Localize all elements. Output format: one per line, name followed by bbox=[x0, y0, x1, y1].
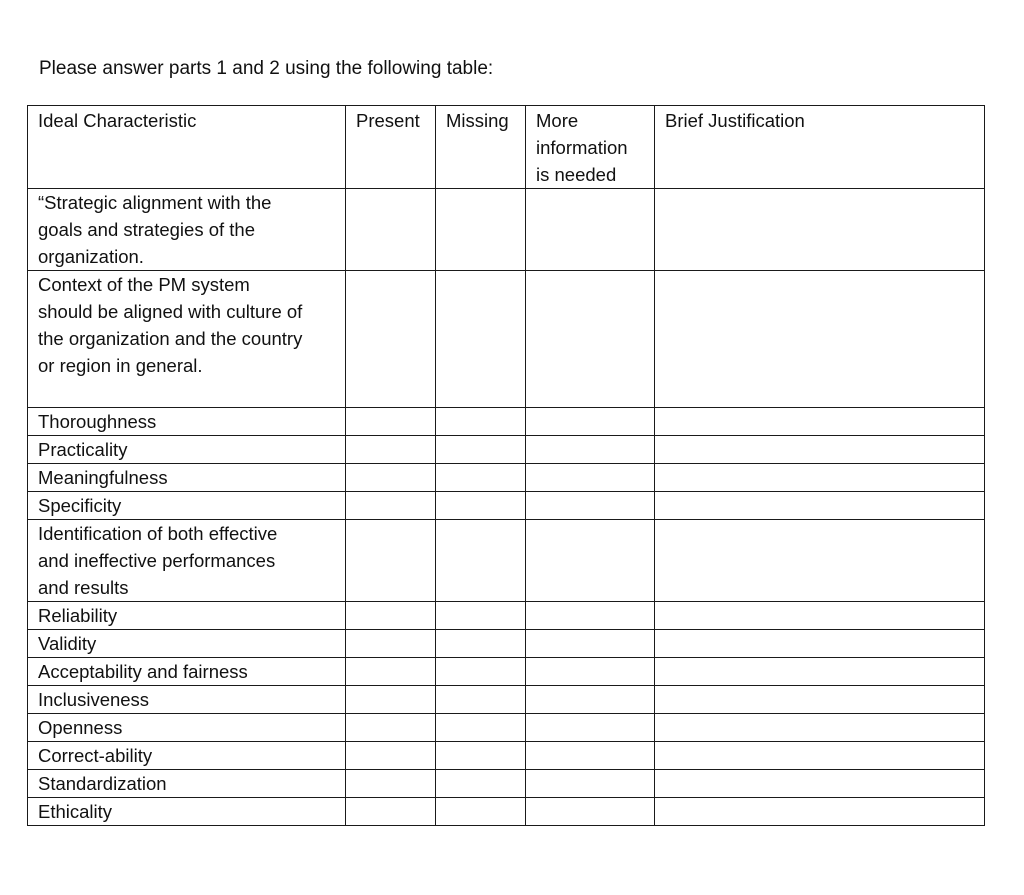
present-cell[interactable] bbox=[346, 436, 436, 464]
justification-cell[interactable] bbox=[655, 408, 985, 436]
more-info-cell[interactable] bbox=[526, 492, 655, 520]
header-brief-justification: Brief Justification bbox=[655, 106, 985, 189]
present-cell[interactable] bbox=[346, 798, 436, 826]
more-info-cell[interactable] bbox=[526, 189, 655, 271]
justification-cell[interactable] bbox=[655, 798, 985, 826]
table-body bbox=[28, 189, 985, 826]
characteristic-cell bbox=[28, 189, 346, 271]
missing-cell[interactable] bbox=[436, 770, 526, 798]
characteristic-text: “Strategic alignment with the bbox=[38, 192, 272, 213]
characteristic-text: should be aligned with culture of bbox=[38, 301, 303, 322]
missing-cell[interactable] bbox=[436, 271, 526, 408]
justification-cell[interactable] bbox=[655, 630, 985, 658]
missing-cell[interactable] bbox=[436, 798, 526, 826]
table-row bbox=[28, 798, 985, 826]
missing-cell[interactable] bbox=[436, 464, 526, 492]
justification-cell[interactable] bbox=[655, 271, 985, 408]
table-row bbox=[28, 436, 985, 464]
more-info-cell[interactable] bbox=[526, 271, 655, 408]
characteristics-table bbox=[27, 105, 985, 826]
present-cell[interactable] bbox=[346, 714, 436, 742]
header-more-line: More bbox=[536, 110, 579, 131]
present-cell[interactable] bbox=[346, 271, 436, 408]
present-cell[interactable] bbox=[346, 492, 436, 520]
missing-cell[interactable] bbox=[436, 630, 526, 658]
more-info-cell[interactable] bbox=[526, 520, 655, 602]
table-row bbox=[28, 658, 985, 686]
characteristic-cell bbox=[28, 436, 346, 464]
table-row bbox=[28, 464, 985, 492]
present-cell[interactable] bbox=[346, 602, 436, 630]
table-row bbox=[28, 602, 985, 630]
characteristic-cell bbox=[28, 271, 346, 408]
characteristic-text: organization. bbox=[38, 246, 144, 267]
present-cell[interactable] bbox=[346, 770, 436, 798]
justification-cell[interactable] bbox=[655, 658, 985, 686]
characteristic-cell bbox=[28, 798, 346, 826]
justification-cell[interactable] bbox=[655, 770, 985, 798]
characteristic-cell bbox=[28, 686, 346, 714]
table-row bbox=[28, 408, 985, 436]
justification-cell[interactable] bbox=[655, 520, 985, 602]
missing-cell[interactable] bbox=[436, 658, 526, 686]
characteristic-cell bbox=[28, 770, 346, 798]
characteristic-cell bbox=[28, 408, 346, 436]
header-more-line: information bbox=[536, 137, 628, 158]
table-row bbox=[28, 770, 985, 798]
characteristic-cell bbox=[28, 602, 346, 630]
characteristic-cell bbox=[28, 658, 346, 686]
characteristic-cell bbox=[28, 630, 346, 658]
justification-cell[interactable] bbox=[655, 492, 985, 520]
characteristic-cell bbox=[28, 464, 346, 492]
more-info-cell[interactable] bbox=[526, 770, 655, 798]
more-info-cell[interactable] bbox=[526, 602, 655, 630]
present-cell[interactable] bbox=[346, 686, 436, 714]
characteristic-cell bbox=[28, 520, 346, 602]
missing-cell[interactable] bbox=[436, 520, 526, 602]
justification-cell[interactable] bbox=[655, 714, 985, 742]
table-row bbox=[28, 714, 985, 742]
table-row bbox=[28, 630, 985, 658]
present-cell[interactable] bbox=[346, 630, 436, 658]
missing-cell[interactable] bbox=[436, 602, 526, 630]
more-info-cell[interactable] bbox=[526, 408, 655, 436]
characteristic-cell bbox=[28, 742, 346, 770]
characteristic-text: Practicality bbox=[38, 439, 128, 460]
justification-cell[interactable] bbox=[655, 436, 985, 464]
missing-cell[interactable] bbox=[436, 742, 526, 770]
header-more-line: is needed bbox=[536, 164, 617, 185]
present-cell[interactable] bbox=[346, 408, 436, 436]
justification-cell[interactable] bbox=[655, 686, 985, 714]
header-present: Present bbox=[346, 106, 436, 189]
more-info-cell[interactable] bbox=[526, 798, 655, 826]
table-row bbox=[28, 686, 985, 714]
more-info-cell[interactable] bbox=[526, 714, 655, 742]
characteristic-text: Meaningfulness bbox=[38, 467, 168, 488]
instruction-text: Please answer parts 1 and 2 using the following table: bbox=[39, 58, 494, 79]
present-cell[interactable] bbox=[346, 742, 436, 770]
characteristic-text: Ethicality bbox=[38, 801, 113, 822]
more-info-cell[interactable] bbox=[526, 464, 655, 492]
more-info-cell[interactable] bbox=[526, 436, 655, 464]
characteristic-text: and ineffective performances bbox=[38, 550, 276, 571]
characteristic-text: Reliability bbox=[38, 605, 118, 626]
missing-cell[interactable] bbox=[436, 436, 526, 464]
table-row bbox=[28, 271, 985, 408]
characteristic-text: Acceptability and fairness bbox=[38, 661, 248, 682]
justification-cell[interactable] bbox=[655, 602, 985, 630]
more-info-cell[interactable] bbox=[526, 658, 655, 686]
header-more-information bbox=[526, 106, 655, 189]
characteristic-text: Context of the PM system bbox=[38, 274, 250, 295]
characteristic-text: the organization and the country bbox=[38, 328, 303, 349]
characteristic-text: Specificity bbox=[38, 495, 122, 516]
missing-cell[interactable] bbox=[436, 492, 526, 520]
characteristic-text: goals and strategies of the bbox=[38, 219, 256, 240]
characteristic-text: Openness bbox=[38, 717, 123, 738]
more-info-cell[interactable] bbox=[526, 630, 655, 658]
characteristic-text: Identification of both effective bbox=[38, 523, 278, 544]
table-row bbox=[28, 492, 985, 520]
justification-cell[interactable] bbox=[655, 189, 985, 271]
justification-cell[interactable] bbox=[655, 742, 985, 770]
present-cell[interactable] bbox=[346, 464, 436, 492]
missing-cell[interactable] bbox=[436, 714, 526, 742]
missing-cell[interactable] bbox=[436, 189, 526, 271]
present-cell[interactable] bbox=[346, 520, 436, 602]
table-row bbox=[28, 189, 985, 271]
table-row bbox=[28, 742, 985, 770]
characteristic-text: or region in general. bbox=[38, 355, 203, 376]
characteristic-text: Standardization bbox=[38, 773, 167, 794]
justification-cell[interactable] bbox=[655, 464, 985, 492]
present-cell[interactable] bbox=[346, 189, 436, 271]
more-info-cell[interactable] bbox=[526, 742, 655, 770]
characteristic-text: Inclusiveness bbox=[38, 689, 150, 710]
present-cell[interactable] bbox=[346, 658, 436, 686]
characteristic-text: Validity bbox=[38, 633, 97, 654]
more-info-cell[interactable] bbox=[526, 686, 655, 714]
table-row bbox=[28, 520, 985, 602]
characteristic-text: Thoroughness bbox=[38, 411, 157, 432]
characteristic-text: and results bbox=[38, 577, 129, 598]
characteristic-text: Correct-ability bbox=[38, 745, 153, 766]
characteristic-cell bbox=[28, 492, 346, 520]
header-row bbox=[28, 106, 985, 189]
missing-cell[interactable] bbox=[436, 408, 526, 436]
characteristic-cell bbox=[28, 714, 346, 742]
header-ideal-characteristic: Ideal Characteristic bbox=[28, 106, 346, 189]
header-missing: Missing bbox=[436, 106, 526, 189]
missing-cell[interactable] bbox=[436, 686, 526, 714]
